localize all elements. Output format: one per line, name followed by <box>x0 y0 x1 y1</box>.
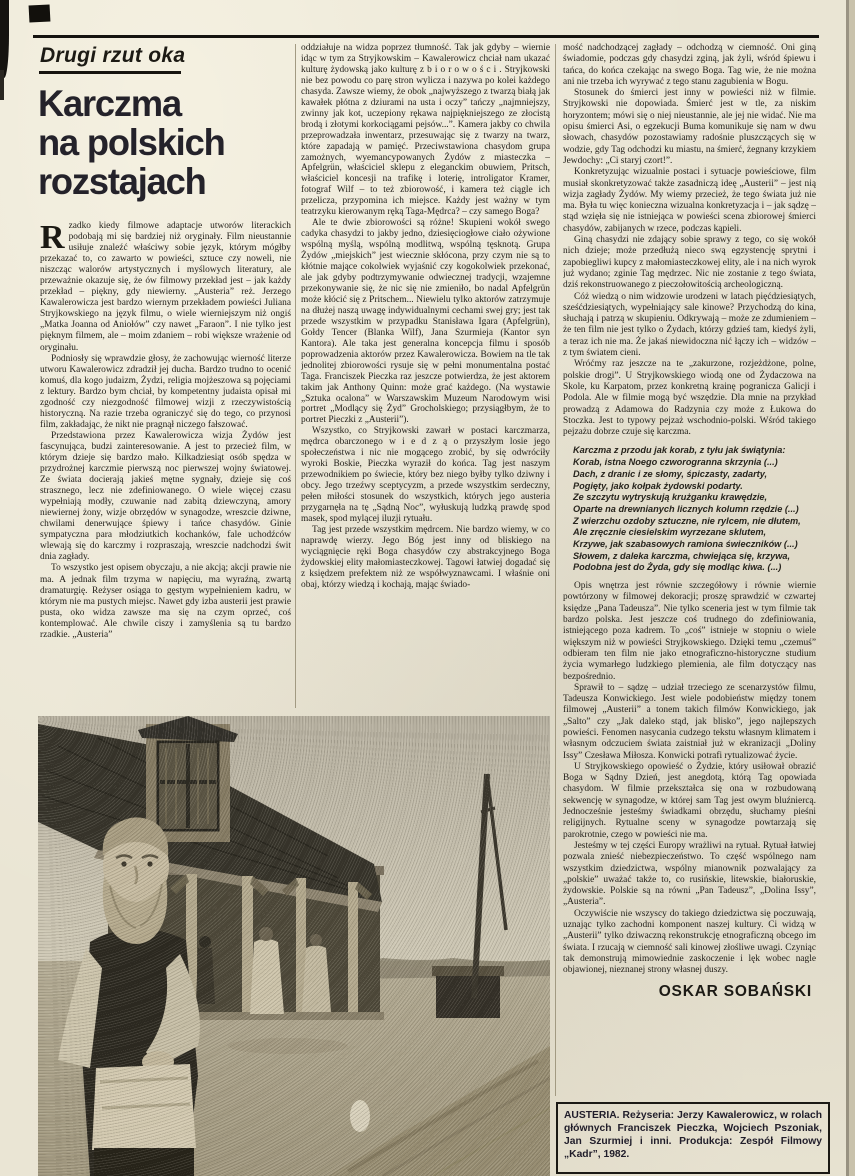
paragraph: oddziałuje na widza poprzez tłumność. Tak jak gdyby – wiernie idąc w tym za Stryjkowskim – Kawalerowicz chciał nam ukazać kulturę żydowską jako kulturę z b i o r o w o ś c i . Stryjkowski nie bez powodu co parę stron wylicza i nazywa po kolei każdego chasyda. Zawsze wiemy, że obok „najwyższego z twarzą białą jak kawałek płótna z dziurami na usta i oczy” tańczy „najmniejszy, zwinny jak kot, uczepiony rękawa najpiękniejszego ze złocistą brodą i złotymi korkociągami pejsów...”. Kamera jakby co chwila przeprowadzała inwentarz, przesuwając się z twarzy na twarz, które zapadają w pamięć. Przeciwstawiona chasydom grupa zamożnych, wyemancypowanych Żydów z miasteczka – Apfelgrün, właściciel sklepu z eleganckim obuwiem, Pritsch, właściciel koncesji na trafikę i loterię, introligator Kramer, fotograf Wilf – to też zbiorowość, i kamera też ciągle ich przelicza, przypomina ich miejsce. Każdy jest ważny w tym teatrzyku kierowanym ręką Taga-Mędrca? – czy samego Boga? <box>301 43 550 218</box>
paragraph: mość nadchodzącej zagłady – odchodzą w ciemność. Oni giną świadomie, podczas gdy chasydzi zginą, jak żyli, wśród śpiewu i tańca, do końca czekając na swego Boga. Tag wie, że nie można ani nie trzeba ich wyrywać z tego stanu zagubienia w Bogu. <box>563 43 816 87</box>
scan-artifact-left-edge-2 <box>0 70 4 100</box>
article-column-3 <box>563 43 816 1101</box>
poem-line: Ze szczytu wytryskują krużganku krawędzie, <box>573 492 768 503</box>
paragraph: Wróćmy raz jeszcze na te „zakurzone, rozjeżdżone, polne, polskie drogi”. U Stryjkowskiego wiodą one od Żydaczowa na Skole, ku Karpatom, przez konkretną krainę pogranicza Galicji i Podola. Ale w filmie mogą być wszędzie. Dla mnie na przykład prowadzą z Adamowa do Radzynia czy może z Łukowa do Stoczka. Jest to typowy pejzaż wschodnio-polski. Wśród takiego pejzażu dobrze czuje się karczma. <box>563 359 816 438</box>
poem-line: Dach, z dranic i ze słomy, śpiczasty, zadarty, <box>573 468 768 479</box>
poem-line: Z wierzchu ozdoby sztuczne, nie rylcem, nie dłutem, <box>573 515 801 526</box>
article-column-1 <box>40 221 291 710</box>
scan-artifact-right-strip <box>849 0 855 1176</box>
photo-white-spot <box>350 1100 370 1132</box>
article-column-2 <box>301 43 550 711</box>
poem-line: Podobna jest do Żyda, gdy się modląc kiwa. (...) <box>573 562 782 573</box>
poem-line: Ale zręcznie ciesielskim wyrzezane sklutem, <box>573 527 767 538</box>
poem-line: Oparte na drewnianych licznych kolumn rzędzie (...) <box>573 503 799 514</box>
article-headline <box>38 84 289 201</box>
paragraph: Podniosły się wprawdzie głosy, że zachowując wierność literze utworu Kawalerowicz zdradził jej ducha. Bardzo trudno to ocenić komuś, dla kogo judaizm, Żydzi, religia mojżeszowa są pojęciami z lektury. Bardzo bym chciał, by kompetentny judaista opisał mi zgodność czy niezgodność filmowej wizji z rzeczywistością historyczną. Na razie trzeba ograniczyć się do tego, co przynosi film, zakładając, że nikt nie pragnął niczego fałszować. <box>40 353 291 430</box>
top-rule <box>33 35 819 38</box>
paragraph: Wszystko, co Stryjkowski zawarł w postaci karczmarza, mędrca obarczonego w i e d z ą o przyszłym losie jego społeczeństwa i nic nie mogącego zrobić, by się odwróciły wyroki Boskie, Pieczka wyraził do końca. Tag jest naszym przewodnikiem po świecie, który bez niego byłby tylko dziwny i obcy. Jego trzeźwy sceptycyzm, a przede wszystkim serdeczny, pełen miłości stosunek do wszystkich, których jego austeria przygarnęła na tę „Sądną Noc”, wyłuskują ludzką prawdę spod masek, spod mylącej iluzji rytuału. <box>301 426 550 524</box>
poem-line: Pogięty, jako kołpak żydowski podarty. <box>573 480 743 491</box>
paragraph: To wszystko jest opisem obyczaju, a nie akcją; akcji prawie nie ma. A jednak film trzyma w napięciu, ma wyraźną, zwartą dramaturgię. Reżyser osiąga to gęstym wypełnieniem kadru, w którym nie ma pustych miejsc. Nawet gdy izba austerii jest prawie pusta, oko widza zawsze ma się na czym oprzeć, coś kontemplować. Ale chwile ciszy i zamyślenia są tu bardzo rzadkie. „Austeria” <box>40 563 291 640</box>
poem-line: Karczma z przodu jak korab, z tyłu jak świątynia: <box>573 445 786 456</box>
paragraph: Stosunek do śmierci jest inny w powieści niż w filmie. Stryjkowski nie dopowiada. Śmierć jest w tle, za niskim horyzontem; mówi się o niej nieustannie, ale jej nie widać. Nie ma opisu śmierci Asi, o egzekucji Buma komunikuje się nam w dwu słowach, chasydów pozostawiamy radośnie pluszczących się w wodzie, gdy Tag odchodzi ku miastu, na śmierć, żegnany krzykiem Jewdochy: „Ci staryj czort!”. <box>563 88 816 166</box>
paragraph: Cóż wiedzą o nim widzowie urodzeni w latach pięćdziesiątych, sześćdziesiątych, wypełniający sale kinowe? Przychodzą do kina, słuchają i patrzą w skupieniu. Odkrywają – może ze zdumieniem – że ten film nie jest tylko o Żydach, którzy gdzieś tam, kiedyś żyli, a teraz ich nie ma. Że jakaś niewidoczna nić łączy ich – widzów – z tym światem cieni. <box>563 291 816 359</box>
kicker-underline <box>39 71 181 74</box>
poem-quote <box>573 445 816 574</box>
film-credits-box <box>556 1102 830 1174</box>
paragraph: Sprawił to – sądzę – udział trzeciego ze scenarzystów filmu, Tadeusza Konwickiego. Jest wiele podobieństw między tonem filmowej „Austerii” a tonem takich filmów Konwickiego, jak „Salto” czy „Jak daleko stąd, jak blisko”, jego najlepszych powieści. Fenomen nasycania cudzego tekstu własnym klimatem i własnym odczuciem świata zaistniał już w ekranizacji „Doliny Issy” Czesława Miłosza. Konwicki potrafi rytualizować życie. <box>563 682 816 761</box>
poem-line: Słowem, z daleka karczma, chwiejąca się, krzywa, <box>573 550 791 561</box>
poem-line: Krzywe, jak szabasowych ramiona świeczników (...) <box>573 539 798 550</box>
paragraph: Oczywiście nie wszyscy do takiego dziedzictwa się poczuwają, uznając tylko zachodni komponent naszej kultury. Ci widzą w „Austerii” tylko dziwaczną rekonstrukcję etnograficzną obcego im świata. I rzucają w ciemność sali kinowej złośliwe uwagi. Czyniąc tak demonstrują mimowiednie zaskoczenie i lęk wobec nagle objawionej, nieznanej strony własnej duszy. <box>563 908 816 976</box>
headline-line: na polskich <box>38 122 225 163</box>
column-divider <box>555 44 556 1096</box>
paragraph: Przedstawiona przez Kawalerowicza wizja Żydów jest fascynująca, budzi zainteresowanie. A jest to przecież film, w którym dzieje się bardzo mało. Kilkadziesiąt osób spędza w przydrożnej karczmie pierwszą noc pierwszej wojny światowej. Ze świata docierają jakieś mętne sygnały, dzieje się coś strasznego, lecz nie zdefiniowanego. O wiele więcej czasu wypełniają modły, czuwanie nad zabitą dziewczyną, amory niewiernej żony, wizje obrzędów w synagodze, wreszcie dziwne, chwilami denerwujące śpiewy i tańce chasydów. Ginie sympatyczna para młodziutkich kochanków, fale uchodźców wlewają się do karczmy i rozpraszają, wreszcie nadchodzi świt dnia zagłady. <box>40 430 291 563</box>
paragraph-text: zadko kiedy filmowe adaptacje utworów literackich podobają mi się bardziej niż oryginały. Film nieustannie usiłuje znaleźć właściwy sobie język, którym mógłby przekazać to, co zawarto w powieści, sztuce czy noweli, nie niszcząc walorów artystycznych i myślowych literatury, ale przeważnie okazuje się, że ów filmowy przekład jest – jak każdy przekład – piękny, gdy niewierny. „Austeria” reż. Jerzego Kawalerowicza jest bardzo wiernym przekładem powieści Juliana Stryjkowskiego na język filmu, o wiele wierniejszym niż ongiś „Matka Joanna od Aniołów” czy nawet „Faraon”. I nie tylko jest pięknym filmem, ale – moim zdaniem – robi większe wrażenie od oryginału. <box>40 221 291 353</box>
paragraph: Giną chasydzi nie zdający sobie sprawy z tego, co się wokół nich dzieje; może przedłużą nieco swą egzystencję sprytni i zapobiegliwi kupcy z małomiasteczkowej elity, ale i na nich wyrok już wydano; zginie Tag mędrzec. Nic nie zostanie z tego świata, dziś rekonstruowanego z pieczołowitością archeologiczną. <box>563 235 816 291</box>
column-divider <box>295 44 296 708</box>
author-byline: OSKAR SOBAŃSKI <box>658 982 812 1000</box>
paragraph: U Stryjkowskiego opowieść o Żydzie, który usiłował obrazić Boga w Sądny Dzień, jest anegdotą, którą Tag opowiada chasydom. W filmie przekształca się ona w rozbudowaną sekwencję w synagodze, w której sam Tag jest owym bluźniercą. Jednocześnie jesteśmy świadkami obrzędu, słuchamy pieśni religijnych. Rytualne sceny w synagodze powtarzają się parokrotnie, czego w powieści nie ma. <box>563 761 816 840</box>
section-kicker: Drugi rzut oka <box>40 44 186 67</box>
paragraph <box>40 221 291 354</box>
drop-cap: R <box>40 221 65 256</box>
film-still-photo <box>38 716 550 1176</box>
scan-artifact-corner <box>29 4 51 22</box>
paragraph: Konkretyzując wizualnie postaci i sytuacje powieściowe, film musiał skonkretyzować także zasadniczą ideę „Austerii” – jest nią wizja zagłady Żydów. My wiemy przecież, że tego świata już nie ma. Była tu więc konieczna wizualna konkretyzacja i – jak sądzę – stąd wzięła się nie istniejąca w powieści scena zbiorowej śmierci chasydów, zabijanych w rzece, podczas kąpieli. <box>563 167 816 234</box>
scan-artifact-left-edge <box>0 0 9 78</box>
poem-line: Korab, istna Noego czworogranna skrzynia (...) <box>573 457 778 468</box>
paragraph: Opis wnętrza jest równie szczegółowy i równie wiernie powtórzony w filmowej dekoracji; proszę sprawdzić w czwartej księdze „Pana Tadeusza”. Nie tylko sceneria jest w tym filmie tak bardzo polska. Jest jeszcze coś trudnego do zdefiniowania, istniejącego poza kadrem. To „coś” istnieje w stopniu o wiele większym niż w powieści Stryjkowskiego. Dzięki temu „czemuś” odbieram ten film nie jako etnograficzno-historyczne studium życia wymarłego ludzkiego plemienia, ale film dotyczący nas bezpośrednio. <box>563 581 816 682</box>
paragraph: Jesteśmy w tej części Europy wrażliwi na rytuał. Rytuał łatwiej pozwala znieść niebezpieczeństwo. To część wspólnego nam wszystkim dziedzictwa, wspólny mianownik pozwalający za „polskie” uważać także to, co rusińskie, litewskie, białoruskie, żydowskie. Polskie są na równi „Pan Tadeusz”, „Dolina Issy”, „Austeria”. <box>563 840 816 908</box>
headline-line: Karczma <box>38 83 181 124</box>
film-credits-text: AUSTERIA. Reżyseria: Jerzy Kawalerowicz, w rolach głównych Franciszek Pieczka, Wojciech Pszoniak, Jan Szurmiej i inni. Produkcja: Zespół Filmowy „Kadr”, 1982. <box>564 1110 822 1160</box>
paragraph: Tag jest przede wszystkim mędrcem. Nie bardzo wiemy, w co naprawdę wierzy. Jego Bóg jest inny od bliskiego na wyciągnięcie ręki Boga chasydów czy abstrakcyjnego Boga żydowskiej elity małomiasteczkowej. Tagowi łatwiej dogadać się z księdzem prefektem niż ze współwyznawcami. I właśnie oni obaj, którzy wiedzą i kochają, mając świado- <box>301 524 550 590</box>
paragraph: Ale te dwie zbiorowości są różne! Skupieni wokół swego cadyka chasydzi to jakby jedno, dziesięciogłowe ciało ożywione wspólną myślą, wspólną modlitwą, wspólną tęsknotą. Grupa Żydów „miejskich” jest wiecznie skłócona, przy czym nie są to kłótnie mające cokolwiek wyjaśnić czy kogokolwiek przekonać, ale jak gdyby podtrzymywanie odwiecznej tradycji, wzajemne przekonywanie się, że nic się nie zmieniło, bo nadal Apfelgrün może kłócić się z Pritschem... Niewielu tylko aktorów zatrzymuje na dłużej naszą uwagę indywidualnymi cechami swej gry; jest tak przede wszystkim w przypadku Stanisława Igara (Apfelgrün), Gołdy Tencer (Blanka Wilf), Jana Szurmieja (Kantor syn Kantora). Ale taka jest generalna koncepcja filmu i sposób poprowadzenia aktorów przez Kawalerowicza. Bowiem na tle tak jednolitej zbiorowości rysuje się w pełni monumentalna postać Taga. Franciszek Pieczka raz jeszcze potwierdza, że jest aktorem takim jak Anthony Quinn: może grać każdego. (Na wystawie „Sztuka ocalona” w Warszawskim Muzeum Narodowym wisi portret „Modlący się Żyd” Grocholskiego; przysiągłbym, że to portret Pieczki z „Austerii”). <box>301 218 550 426</box>
headline-line: rozstajach <box>38 161 206 202</box>
